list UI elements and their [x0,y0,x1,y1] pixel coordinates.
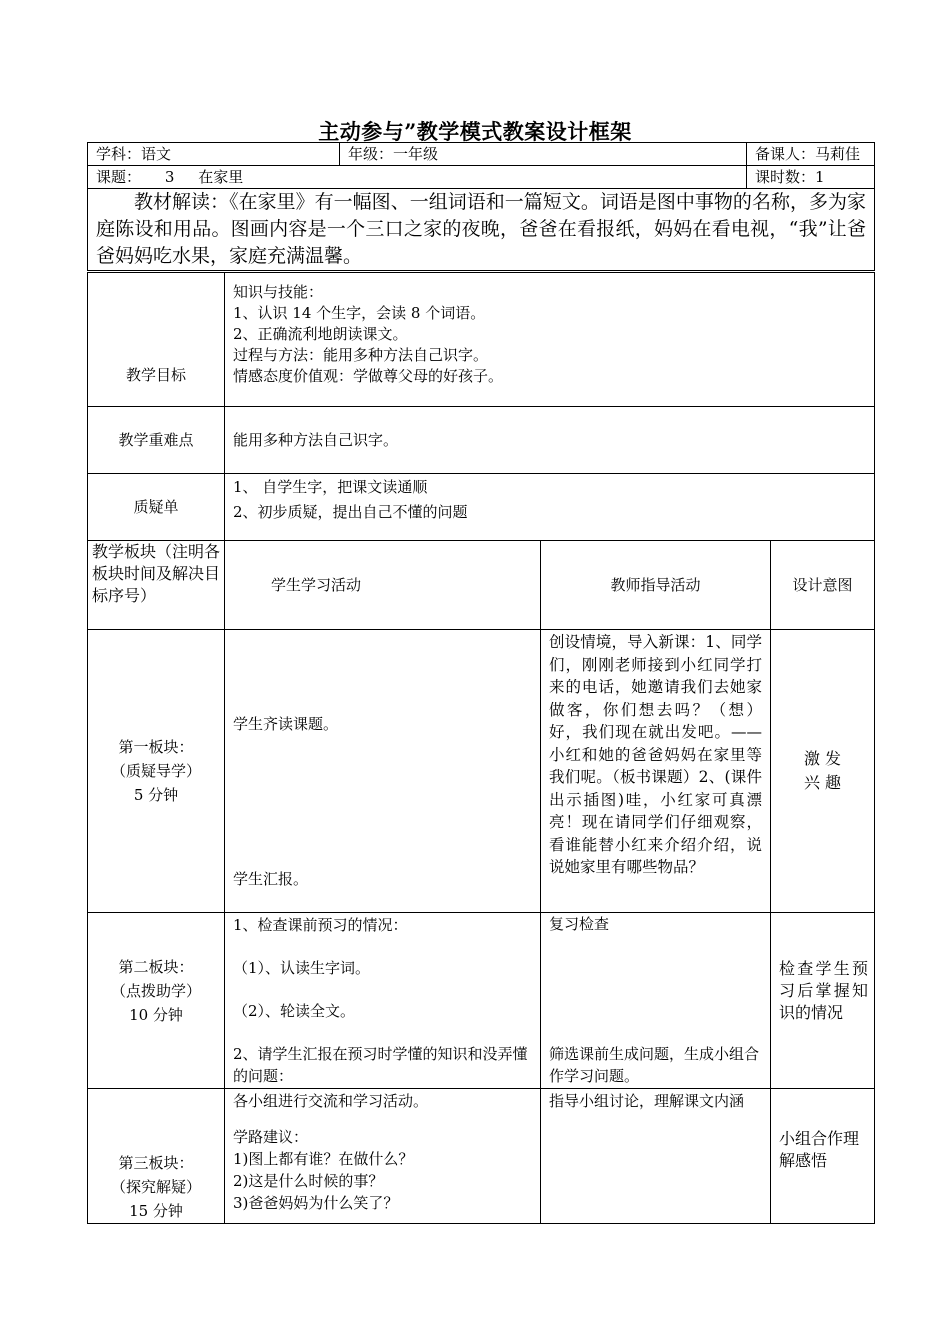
block-label-line: 5 分钟 [133,786,179,804]
keypoint-label: 教学重难点 [88,407,225,474]
teacher-activity: 创设情境，导入新课：1、同学们，刚刚老师接到小红同学打来的电话，她邀请我们去她家做客，你们想去吗？（想）好，我们现在就出发吧。——小红和她的爸爸妈妈在家里等我们呢。（板书课题）2、(课件出示插图)哇，小红家可真漂亮！现在请同学们仔细观察，看谁能替小红来介绍介绍，说说她家里有哪些物品？ [541,630,771,913]
student-line: 2、请学生汇报在预习时学懂的知识和没弄懂的问题： [233,1045,528,1085]
student-line: （2）、轮读全文。 [233,1002,356,1020]
preparer-cell: 备课人：马莉佳 [747,143,875,166]
questions-content [225,474,875,541]
block-label-line: 10 分钟 [129,1005,183,1024]
questions-label: 质疑单 [88,474,225,541]
goals-line: 知识与技能： [233,283,324,301]
plan-body-table [87,272,875,1224]
teacher-activity: 指导小组讨论，理解课文内涵 [541,1089,771,1224]
block-label-line: （点拨助学） [110,981,201,1000]
col-header-teacher: 教师指导活动 [541,541,771,630]
student-line: 学生汇报。 [233,870,309,888]
goals-line: 1、认识 14 个生字，会读 8 个词语。 [233,304,486,322]
block-label [88,1089,225,1224]
block-label-line: 第三板块： [118,1154,194,1172]
goals-label: 教学目标 [88,273,225,407]
question-line: 2、初步质疑，提出自己不懂的问题 [233,503,468,521]
goals-line: 过程与方法：能用多种方法自己识字。 [233,346,489,364]
keypoint-content: 能用多种方法自己识字。 [225,407,875,474]
teacher-line: 筛选课前生成问题，生成小组合作学习问题。 [549,1045,760,1085]
lesson-plan-table [87,142,875,271]
block-label [88,630,225,913]
col-header-student: 学生学习活动 [225,541,541,630]
hours-cell: 课时数：1 [747,166,875,189]
goals-line: 2、正确流利地朗读课文。 [233,325,408,343]
student-activity [225,1089,541,1224]
col-header-intent: 设计意图 [771,541,875,630]
goals-line: 情感态度价值观：学做尊父母的好孩子。 [233,367,504,385]
block-row [88,913,875,1089]
student-line: 1、检查课前预习的情况： [233,916,408,934]
student-line: （1）、认读生字词。 [233,959,371,977]
document-title: 主动参与”教学模式教案设计框架 [318,119,632,144]
block-row [88,1089,875,1224]
block-label-line: 第一板块： [118,738,194,756]
design-intent: 检查学生预习后掌握知识的情况 [771,913,875,1089]
material-analysis: 教材解读：《在家里》有一幅图、一组词语和一篇短文。词语是图中事物的名称，多为家庭陈设和用品。图画内容是一个三口之家的夜晚，爸爸在看报纸，妈妈在看电视，“我”让爸爸妈妈吃水果，家庭充满温馨。 [88,189,875,271]
block-label-line: 15 分钟 [129,1202,183,1220]
teacher-line: 复习检查 [549,915,610,933]
block-label [88,913,225,1089]
block-label-line: 第二板块： [118,957,194,976]
block-row [88,630,875,913]
topic-cell: 课题： 3 在家里 [88,166,747,189]
student-line: 1)图上都有谁？在做什么？ [233,1150,414,1168]
block-label-line: （质疑导学） [110,762,201,780]
student-activity [225,913,541,1089]
teacher-activity [541,913,771,1089]
grade-cell: 年级：一年级 [340,143,747,166]
block-label-line: （探究解疑） [110,1178,201,1196]
student-line: 2)这是什么时候的事？ [233,1172,384,1190]
question-line: 1、 自学生字，把课文读通顺 [233,478,428,496]
student-line: 3)爸爸妈妈为什么笑了？ [233,1194,399,1212]
goals-content [225,273,875,407]
design-intent: 小组合作理解感悟 [771,1089,875,1224]
student-activity [225,630,541,913]
design-intent: 激 发 兴 趣 [771,630,875,913]
student-line: 学路建议： [233,1128,309,1146]
student-line: 各小组进行交流和学习活动。 [233,1092,429,1110]
subject-cell: 学科：语文 [88,143,340,166]
col-header-block: 教学板块（注明各板块时间及解决目标序号） [88,541,225,630]
student-line: 学生齐读课题。 [233,715,339,733]
